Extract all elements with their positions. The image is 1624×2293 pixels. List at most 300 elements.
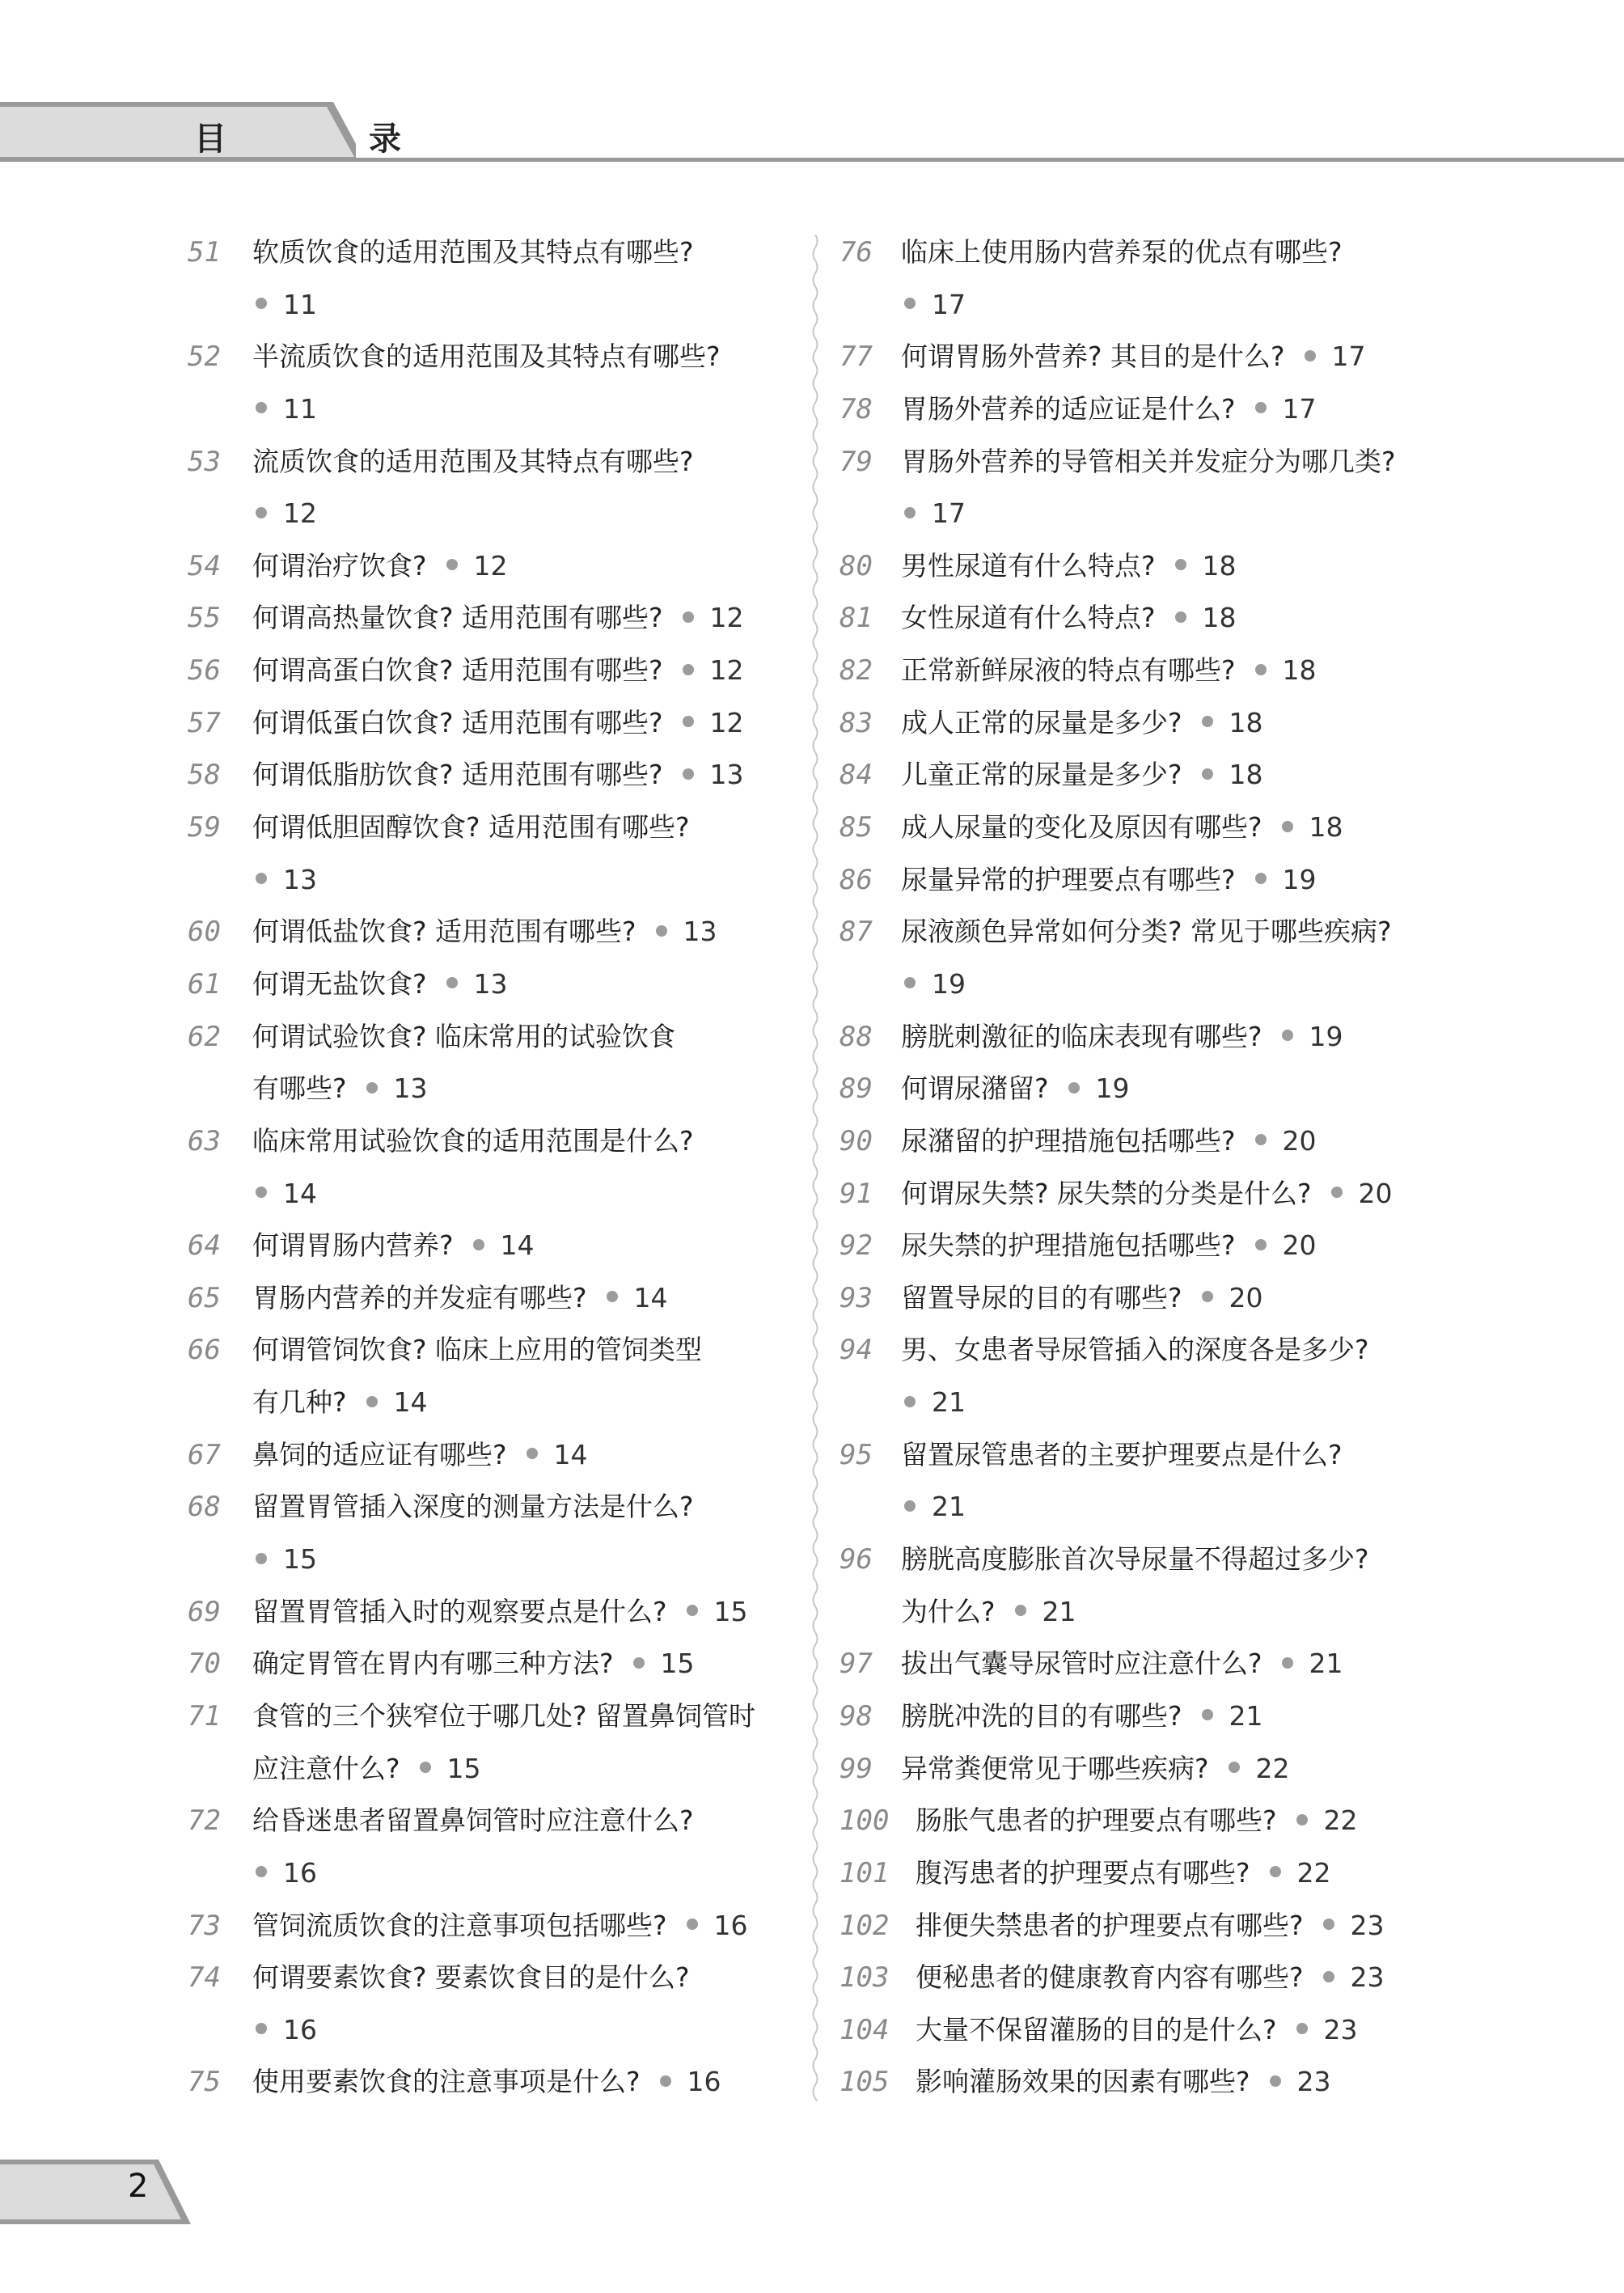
- entry-question: 正常新鲜尿液的特点有哪些?: [901, 654, 1236, 687]
- bullet-dot-icon: [904, 1500, 916, 1512]
- toc-right-column: [839, 231, 1438, 2113]
- entry-text: [901, 1068, 1130, 1110]
- bullet-dot-icon: [687, 1919, 698, 1930]
- entry-number: 66: [188, 1334, 221, 1367]
- entry-question: 留置胃管插入时的观察要点是什么?: [252, 1595, 667, 1627]
- bullet-dot-icon: [656, 925, 667, 937]
- page-ref: 17: [932, 288, 966, 320]
- entry-question: 半流质饮食的适用范围及其特点有哪些?: [252, 341, 721, 373]
- page-ref: 14: [283, 1177, 317, 1209]
- toc-entry[interactable]: [839, 336, 1438, 388]
- page-ref: 13: [709, 759, 744, 791]
- bullet-dot-icon: [1282, 1657, 1293, 1669]
- toc-entry-continuation[interactable]: [839, 1591, 1438, 1644]
- toc-entry-continuation[interactable]: [839, 963, 1438, 1016]
- bullet-dot-icon: [256, 298, 267, 309]
- page-ref: 20: [1282, 1124, 1317, 1157]
- entry-number: 93: [839, 1281, 873, 1314]
- entry-number: 57: [188, 706, 221, 739]
- page-ref: 14: [500, 1229, 535, 1262]
- bullet-dot-icon: [256, 1553, 267, 1564]
- entry-text: [252, 388, 317, 430]
- entry-question: 何谓高蛋白饮食? 适用范围有哪些?: [252, 654, 663, 687]
- toc-entry[interactable]: [188, 1329, 782, 1381]
- entry-text: [916, 1800, 1358, 1842]
- bullet-dot-icon: [1175, 611, 1186, 623]
- entry-question: 儿童正常的尿量是多少?: [901, 759, 1182, 791]
- page-ref: 22: [1323, 1804, 1358, 1837]
- bullet-dot-icon: [366, 1082, 378, 1094]
- bullet-dot-icon: [904, 1396, 916, 1407]
- entry-question: 女性尿道有什么特点?: [901, 602, 1156, 634]
- toc-entry[interactable]: [188, 702, 782, 755]
- toc-entry[interactable]: [188, 911, 782, 963]
- toc-entry[interactable]: [839, 754, 1438, 806]
- entry-question: 膀胱冲洗的目的有哪些?: [901, 1699, 1182, 1732]
- toc-entry[interactable]: [839, 1800, 1438, 1852]
- toc-entry[interactable]: [188, 545, 782, 598]
- bullet-dot-icon: [1323, 1919, 1334, 1930]
- entry-text: [901, 702, 1263, 744]
- entry-text: [252, 1538, 317, 1580]
- entry-text: [901, 1277, 1263, 1319]
- bullet-dot-icon: [683, 664, 694, 675]
- toc-entry-continuation[interactable]: [839, 284, 1438, 336]
- entry-question: 何谓尿潴留?: [901, 1072, 1049, 1105]
- entry-question: 临床常用试验饮食的适用范围是什么?: [252, 1124, 694, 1157]
- entry-text: [252, 231, 694, 273]
- entry-question: 尿潴留的护理措施包括哪些?: [901, 1124, 1236, 1157]
- entry-question: 异常粪便常见于哪些疾病?: [901, 1752, 1209, 1784]
- toc-entry[interactable]: [188, 1800, 782, 1852]
- entry-number: 101: [839, 1856, 890, 1889]
- entry-question: 胃肠外营养的适应证是什么?: [901, 392, 1236, 425]
- entry-number: 70: [188, 1648, 221, 1681]
- entry-number: 80: [839, 549, 873, 582]
- entry-question: 何谓治疗饮食?: [252, 549, 427, 582]
- toc-entry[interactable]: [839, 597, 1438, 649]
- entry-question: 临床上使用肠内营养泵的优点有哪些?: [901, 236, 1343, 268]
- entry-number: 102: [839, 1909, 890, 1942]
- page-ref: 13: [683, 916, 717, 948]
- toc-entry[interactable]: [839, 1434, 1438, 1487]
- toc-entry[interactable]: [839, 1329, 1438, 1381]
- entry-number: 72: [188, 1804, 221, 1838]
- entry-question: 有哪些?: [252, 1072, 347, 1105]
- bullet-dot-icon: [420, 1762, 431, 1773]
- entry-number: 77: [839, 341, 873, 374]
- entry-number: 99: [839, 1752, 873, 1785]
- entry-text: [916, 1905, 1385, 1947]
- page-ref: 21: [1042, 1595, 1076, 1627]
- entry-question: 何谓胃肠内营养?: [252, 1229, 454, 1262]
- entry-number: 78: [839, 392, 873, 425]
- toc-entry[interactable]: [839, 1748, 1438, 1800]
- toc-entry[interactable]: [839, 1068, 1438, 1120]
- entry-text: [916, 1957, 1385, 1999]
- bullet-dot-icon: [683, 716, 694, 727]
- entry-number: 92: [839, 1229, 873, 1263]
- toc-entry[interactable]: [188, 1225, 782, 1277]
- entry-text: [901, 963, 966, 1005]
- toc-entry[interactable]: [188, 597, 782, 649]
- entry-text: [901, 1016, 1343, 1058]
- toc-entry[interactable]: [188, 1120, 782, 1173]
- entry-text: [901, 649, 1317, 692]
- toc-entry-continuation[interactable]: [188, 1538, 782, 1591]
- entry-text: [252, 859, 317, 901]
- page-ref: 18: [1229, 706, 1263, 738]
- entry-number: 81: [839, 602, 873, 635]
- entry-question: 便秘患者的健康教育内容有哪些?: [916, 1961, 1304, 1994]
- bullet-dot-icon: [256, 1866, 267, 1877]
- toc-entry[interactable]: [188, 806, 782, 859]
- entry-text: [916, 2061, 1331, 2103]
- entry-text: [252, 336, 721, 378]
- page-ref: 22: [1296, 1856, 1331, 1889]
- bullet-dot-icon: [1068, 1082, 1080, 1094]
- entry-number: 94: [839, 1334, 873, 1367]
- page-ref: 12: [473, 549, 508, 582]
- entry-text: [252, 1905, 748, 1947]
- bullet-dot-icon: [1202, 716, 1213, 727]
- page-ref: 18: [1202, 602, 1237, 634]
- page-ref: 18: [1229, 759, 1263, 791]
- bullet-dot-icon: [256, 1187, 267, 1198]
- entry-question: 留置尿管患者的主要护理要点是什么?: [901, 1438, 1343, 1470]
- entry-question: 确定胃管在胃内有哪三种方法?: [252, 1648, 614, 1680]
- entry-text: [252, 754, 744, 796]
- entry-number: 58: [188, 759, 221, 792]
- entry-number: 52: [188, 341, 221, 374]
- entry-question: 男性尿道有什么特点?: [901, 549, 1156, 582]
- entry-question: 成人尿量的变化及原因有哪些?: [901, 811, 1262, 844]
- page-ref: 21: [932, 1386, 966, 1419]
- page-ref: 12: [709, 602, 744, 634]
- page-ref: 18: [1282, 654, 1317, 687]
- entry-question: 何谓高热量饮食? 适用范围有哪些?: [252, 602, 663, 634]
- bullet-dot-icon: [904, 507, 916, 518]
- entry-text: [252, 1748, 481, 1790]
- page-ref: 15: [660, 1648, 695, 1680]
- toc-entry[interactable]: [188, 1277, 782, 1330]
- toc-entry[interactable]: [839, 441, 1438, 493]
- entry-number: 64: [188, 1229, 221, 1263]
- entry-number: 63: [188, 1124, 221, 1157]
- page-ref: 15: [713, 1595, 748, 1627]
- toc-entry[interactable]: [839, 1852, 1438, 1905]
- page-ref: 18: [1202, 549, 1237, 582]
- toc-entry[interactable]: [188, 231, 782, 284]
- toc-entry-continuation[interactable]: [188, 284, 782, 336]
- entry-number: 69: [188, 1595, 221, 1628]
- bullet-dot-icon: [1229, 1762, 1240, 1773]
- bullet-dot-icon: [904, 298, 916, 309]
- entry-number: 86: [839, 863, 873, 896]
- entry-question: 拔出气囊导尿管时应注意什么?: [901, 1648, 1262, 1680]
- bullet-dot-icon: [1323, 1971, 1334, 1982]
- toc-entry[interactable]: [188, 1016, 782, 1068]
- page-ref: 20: [1358, 1177, 1393, 1209]
- entry-number: 98: [839, 1699, 873, 1732]
- page-header: [0, 102, 1624, 162]
- entry-question: 何谓低脂肪饮食? 适用范围有哪些?: [252, 759, 663, 791]
- bullet-dot-icon: [1202, 1291, 1213, 1302]
- entry-text: [252, 597, 744, 639]
- entry-text: [252, 649, 744, 692]
- entry-number: 90: [839, 1124, 873, 1157]
- entry-question: 膀胱高度膨胀首次导尿量不得超过多少?: [901, 1543, 1369, 1576]
- toc-entry-continuation[interactable]: [188, 493, 782, 545]
- entry-text: [901, 1486, 966, 1528]
- page-ref: 14: [633, 1281, 668, 1314]
- toc-entry[interactable]: [839, 388, 1438, 441]
- entry-question: 何谓胃肠外营养? 其目的是什么?: [901, 341, 1285, 373]
- toc-entry-continuation[interactable]: [839, 1486, 1438, 1538]
- entry-number: 73: [188, 1909, 221, 1942]
- page-number: 2: [128, 2168, 149, 2205]
- toc-entry[interactable]: [188, 1957, 782, 2009]
- bullet-dot-icon: [1255, 1239, 1267, 1250]
- entry-question: 膀胱刺激征的临床表现有哪些?: [901, 1020, 1262, 1052]
- toc-entry-continuation[interactable]: [839, 1381, 1438, 1434]
- entry-text: [252, 1329, 702, 1371]
- entry-text: [901, 806, 1343, 848]
- entry-text: [901, 754, 1263, 796]
- toc-entry[interactable]: [839, 1016, 1438, 1068]
- entry-question: 管饲流质饮食的注意事项包括哪些?: [252, 1909, 667, 1941]
- entry-question: 鼻饲的适应证有哪些?: [252, 1438, 507, 1470]
- entry-text: [901, 388, 1317, 430]
- toc-entry[interactable]: [188, 1695, 782, 1748]
- entry-text: [901, 545, 1237, 587]
- toc-entry[interactable]: [839, 911, 1438, 963]
- page-ref: 16: [283, 1856, 317, 1889]
- bullet-dot-icon: [1255, 402, 1267, 413]
- bullet-dot-icon: [1270, 2075, 1281, 2087]
- bullet-dot-icon: [1202, 768, 1213, 780]
- toc-entry[interactable]: [839, 702, 1438, 755]
- toc-entry[interactable]: [839, 2061, 1438, 2113]
- page-ref: 19: [1095, 1072, 1130, 1105]
- toc-entry[interactable]: [188, 1434, 782, 1487]
- entry-question: 胃肠内营养的并发症有哪些?: [252, 1281, 587, 1314]
- entry-number: 91: [839, 1177, 873, 1210]
- toc-entry[interactable]: [839, 1225, 1438, 1277]
- entry-text: [901, 231, 1343, 273]
- entry-question: 何谓低胆固醇饮食? 适用范围有哪些?: [252, 811, 690, 844]
- entry-text: [252, 1852, 317, 1894]
- entry-question: 何谓低蛋白饮食? 适用范围有哪些?: [252, 706, 663, 738]
- toc-entry[interactable]: [839, 545, 1438, 598]
- bullet-dot-icon: [256, 2023, 267, 2034]
- entry-question: 影响灌肠效果的因素有哪些?: [916, 2066, 1250, 2098]
- page-ref: 21: [1309, 1648, 1343, 1680]
- bullet-dot-icon: [1175, 559, 1186, 570]
- entry-question: 流质饮食的适用范围及其特点有哪些?: [252, 445, 694, 477]
- toc-entry[interactable]: [839, 1173, 1438, 1225]
- toc-entry[interactable]: [839, 1120, 1438, 1173]
- page-ref: 12: [283, 497, 317, 530]
- page-ref: 16: [283, 2013, 317, 2046]
- entry-question: 腹泻患者的护理要点有哪些?: [916, 1856, 1250, 1889]
- entry-text: [901, 1329, 1369, 1371]
- toc-entry[interactable]: [839, 1643, 1438, 1695]
- toc-entry[interactable]: [839, 859, 1438, 912]
- bullet-dot-icon: [1255, 1134, 1267, 1145]
- entry-number: 71: [188, 1699, 221, 1732]
- entry-number: 89: [839, 1072, 873, 1106]
- entry-number: 74: [188, 1961, 221, 1995]
- page-ref: 16: [713, 1909, 748, 1941]
- toc-entry[interactable]: [188, 1486, 782, 1538]
- entry-question: 肠胀气患者的护理要点有哪些?: [916, 1804, 1277, 1837]
- entry-text: [916, 1852, 1331, 1894]
- toc-entry[interactable]: [839, 2009, 1438, 2062]
- entry-number: 54: [188, 549, 221, 582]
- entry-number: 95: [839, 1438, 873, 1471]
- entry-number: 55: [188, 602, 221, 635]
- entry-number: 84: [839, 759, 873, 792]
- entry-question: 为什么?: [901, 1595, 996, 1627]
- page-ref: 23: [1350, 1909, 1385, 1941]
- entry-number: 82: [839, 654, 873, 687]
- entry-question: 何谓管饲饮食? 临床上应用的管饲类型: [252, 1334, 703, 1366]
- bullet-dot-icon: [1331, 1187, 1343, 1198]
- page-ref: 16: [687, 2066, 721, 2098]
- bullet-dot-icon: [1305, 350, 1316, 362]
- bullet-dot-icon: [446, 559, 458, 570]
- toc-entry[interactable]: [188, 649, 782, 702]
- entry-question: 成人正常的尿量是多少?: [901, 706, 1182, 738]
- bullet-dot-icon: [366, 1396, 378, 1407]
- toc-entry-continuation[interactable]: [188, 1173, 782, 1225]
- toc-entry[interactable]: [839, 806, 1438, 859]
- entry-number: 104: [839, 2013, 890, 2046]
- page-ref: 18: [1309, 811, 1343, 844]
- entry-question: 尿失禁的护理措施包括哪些?: [901, 1229, 1236, 1262]
- entry-number: 79: [839, 445, 873, 478]
- bullet-dot-icon: [256, 402, 267, 413]
- entry-text: [901, 1381, 966, 1424]
- entry-question: 大量不保留灌肠的目的是什么?: [916, 2013, 1277, 2046]
- toc-entry-continuation[interactable]: [188, 1381, 782, 1434]
- entry-number: 100: [839, 1804, 890, 1838]
- entry-text: [252, 1277, 668, 1319]
- toc-entry[interactable]: [188, 1905, 782, 1957]
- toc-entry-continuation[interactable]: [188, 1748, 782, 1800]
- entry-text: [252, 1434, 588, 1476]
- toc-entry[interactable]: [188, 754, 782, 806]
- toc-entry[interactable]: [188, 336, 782, 388]
- entry-text: [901, 1173, 1393, 1215]
- toc-entry[interactable]: [839, 1957, 1438, 2009]
- entry-text: [901, 597, 1237, 639]
- toc-entry-continuation[interactable]: [839, 493, 1438, 545]
- entry-text: [901, 1434, 1343, 1476]
- page-ref: 21: [1229, 1699, 1263, 1732]
- page-ref: 12: [709, 706, 744, 738]
- column-divider: [810, 235, 820, 2101]
- toc-entry-continuation[interactable]: [188, 1068, 782, 1120]
- entry-number: 88: [839, 1020, 873, 1053]
- entry-text: [901, 911, 1392, 953]
- entry-number: 105: [839, 2066, 890, 2099]
- entry-text: [252, 1225, 535, 1267]
- bullet-dot-icon: [256, 873, 267, 884]
- entry-text: [901, 1643, 1343, 1685]
- entry-text: [252, 806, 690, 848]
- bullet-dot-icon: [683, 768, 694, 780]
- toc-entry[interactable]: [188, 963, 782, 1016]
- toc-entry[interactable]: [188, 1643, 782, 1695]
- entry-number: 65: [188, 1281, 221, 1314]
- bullet-dot-icon: [1255, 664, 1267, 675]
- toc-entry[interactable]: [839, 231, 1438, 284]
- page-ref: 14: [393, 1386, 428, 1419]
- toc-entry-continuation[interactable]: [188, 388, 782, 441]
- page-ref: 19: [1282, 863, 1317, 895]
- entry-text: [901, 1538, 1369, 1580]
- bullet-dot-icon: [1296, 1814, 1308, 1826]
- page-ref: 23: [1323, 2013, 1358, 2046]
- toc-entry-continuation[interactable]: [188, 859, 782, 912]
- toc-entry-continuation[interactable]: [188, 2009, 782, 2062]
- page-ref: 20: [1229, 1281, 1263, 1314]
- entry-question: 何谓要素饮食? 要素饮食目的是什么?: [252, 1961, 690, 1994]
- page-ref: 17: [1331, 341, 1366, 373]
- toc-entry[interactable]: [188, 441, 782, 493]
- entry-question: 尿液颜色异常如何分类? 常见于哪些疾病?: [901, 916, 1392, 948]
- toc-entry[interactable]: [839, 1277, 1438, 1330]
- toc-entry-continuation[interactable]: [188, 1852, 782, 1905]
- entry-question: 何谓无盐饮食?: [252, 967, 427, 1000]
- page-ref: 19: [932, 967, 966, 1000]
- toc-entry[interactable]: [839, 1905, 1438, 1957]
- entry-number: 51: [188, 236, 221, 269]
- entry-number: 60: [188, 916, 221, 949]
- entry-text: [252, 1695, 755, 1737]
- page-ref: 20: [1282, 1229, 1317, 1262]
- page-ref: 23: [1350, 1961, 1385, 1994]
- entry-text: [901, 336, 1366, 378]
- entry-text: [252, 1643, 695, 1685]
- entry-number: 87: [839, 916, 873, 949]
- entry-question: 何谓低盐饮食? 适用范围有哪些?: [252, 916, 636, 948]
- entry-question: 胃肠外营养的导管相关并发症分为哪几类?: [901, 445, 1396, 477]
- entry-text: [252, 1957, 690, 1999]
- entry-number: 103: [839, 1961, 890, 1995]
- entry-question: 何谓试验饮食? 临床常用的试验饮食: [252, 1020, 676, 1052]
- toc-entry[interactable]: [839, 1538, 1438, 1591]
- page-ref: 19: [1309, 1020, 1343, 1052]
- page-ref: 13: [283, 863, 317, 895]
- bullet-dot-icon: [683, 611, 694, 623]
- entry-text: [916, 2009, 1358, 2051]
- bullet-dot-icon: [607, 1291, 618, 1302]
- toc-entry[interactable]: [188, 1591, 782, 1644]
- toc-entry[interactable]: [839, 1695, 1438, 1748]
- entry-question: 何谓尿失禁? 尿失禁的分类是什么?: [901, 1177, 1312, 1209]
- entry-number: 67: [188, 1438, 221, 1471]
- toc-entry[interactable]: [188, 2061, 782, 2113]
- page-ref: 13: [393, 1072, 428, 1105]
- bullet-dot-icon: [446, 977, 458, 988]
- toc-entry[interactable]: [839, 649, 1438, 702]
- entry-text: [252, 545, 508, 587]
- entry-text: [901, 1695, 1263, 1737]
- page-ref: 17: [932, 497, 966, 530]
